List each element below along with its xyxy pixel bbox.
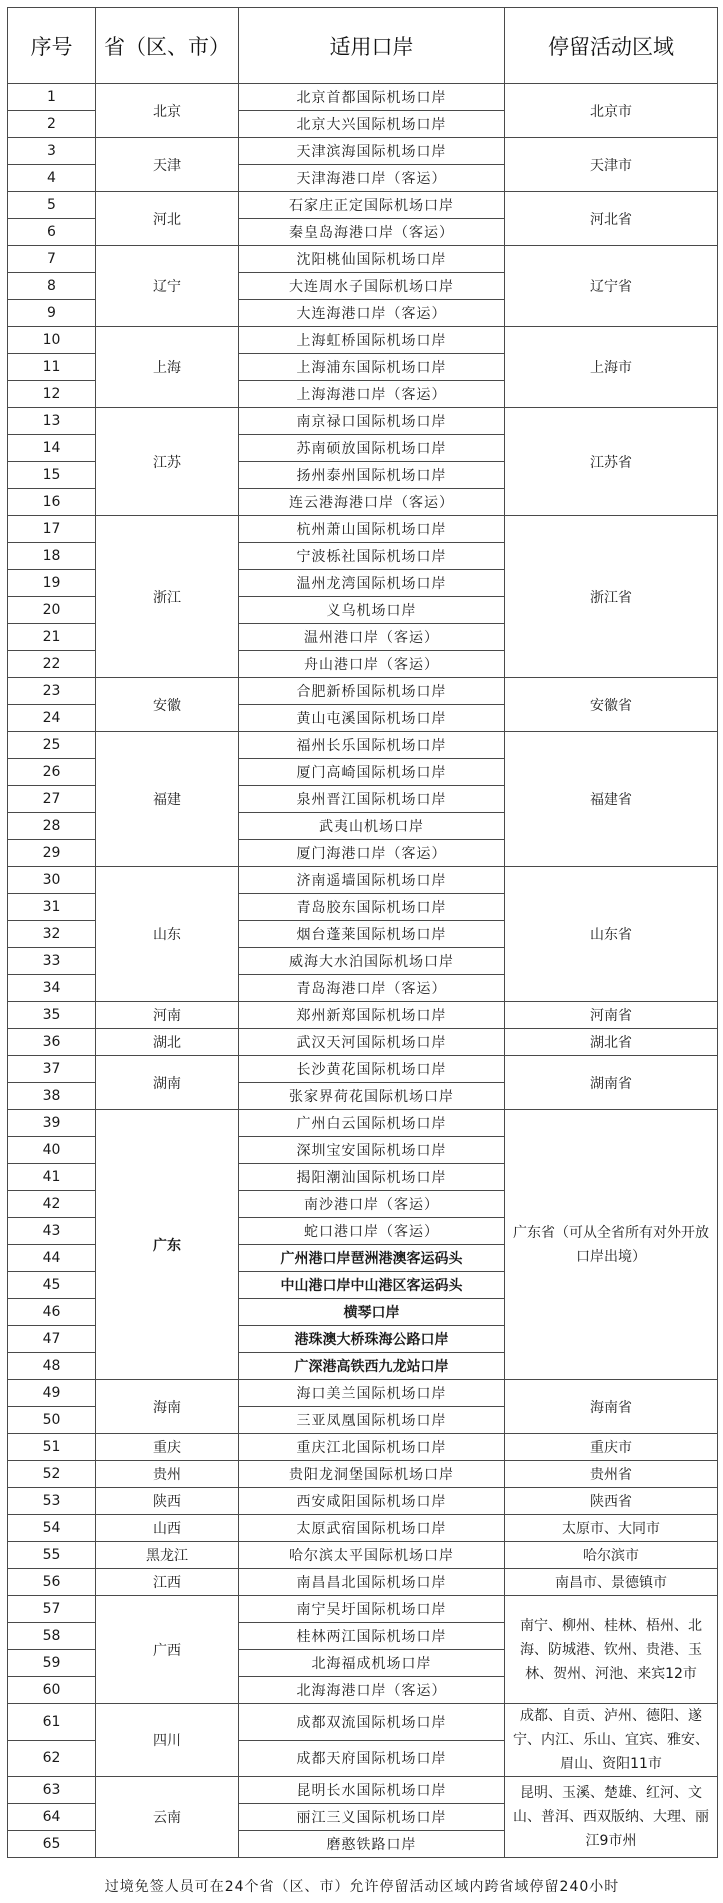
port-name-cell: 成都双流国际机场口岸	[239, 1704, 505, 1741]
stay-area-cell: 海南省	[505, 1380, 718, 1434]
port-name-cell: 中山港口岸中山港区客运码头	[239, 1272, 505, 1299]
table-row	[8, 867, 718, 894]
serial-no-cell: 24	[8, 705, 96, 732]
port-name-cell: 天津滨海国际机场口岸	[239, 138, 505, 165]
stay-area-cell: 南昌市、景德镇市	[505, 1569, 718, 1596]
province-cell: 河北	[96, 192, 239, 246]
port-name-cell: 南京禄口国际机场口岸	[239, 408, 505, 435]
province-cell: 陕西	[96, 1488, 239, 1515]
header-stay-area: 停留活动区域	[505, 8, 718, 84]
port-name-cell: 温州龙湾国际机场口岸	[239, 570, 505, 597]
table-row	[8, 1488, 718, 1515]
province-cell: 山西	[96, 1515, 239, 1542]
port-name-cell: 丽江三义国际机场口岸	[239, 1804, 505, 1831]
table-row	[8, 1777, 718, 1804]
port-name-cell: 上海海港口岸（客运）	[239, 381, 505, 408]
serial-no-cell: 17	[8, 516, 96, 543]
port-name-cell: 威海大水泊国际机场口岸	[239, 948, 505, 975]
port-name-cell: 蛇口港口岸（客运）	[239, 1218, 505, 1245]
serial-no-cell: 52	[8, 1461, 96, 1488]
port-name-cell: 温州港口岸（客运）	[239, 624, 505, 651]
port-name-cell: 西安咸阳国际机场口岸	[239, 1488, 505, 1515]
serial-no-cell: 46	[8, 1299, 96, 1326]
serial-no-cell: 25	[8, 732, 96, 759]
stay-area-cell: 浙江省	[505, 516, 718, 678]
stay-area-cell: 哈尔滨市	[505, 1542, 718, 1569]
serial-no-cell: 32	[8, 921, 96, 948]
serial-no-cell: 6	[8, 219, 96, 246]
port-name-cell: 舟山港口岸（客运）	[239, 651, 505, 678]
stay-area-cell: 昆明、玉溪、楚雄、红河、文山、普洱、西双版纳、大理、丽江9市州	[505, 1777, 718, 1858]
stay-area-cell: 贵州省	[505, 1461, 718, 1488]
province-cell: 上海	[96, 327, 239, 408]
province-cell: 广西	[96, 1596, 239, 1704]
province-cell: 江西	[96, 1569, 239, 1596]
serial-no-cell: 50	[8, 1407, 96, 1434]
port-name-cell: 大连海港口岸（客运）	[239, 300, 505, 327]
stay-area-cell: 成都、自贡、泸州、德阳、遂宁、内江、乐山、宜宾、雅安、眉山、资阳11市	[505, 1704, 718, 1777]
table-row	[8, 516, 718, 543]
serial-no-cell: 15	[8, 462, 96, 489]
port-name-cell: 扬州泰州国际机场口岸	[239, 462, 505, 489]
serial-no-cell: 41	[8, 1164, 96, 1191]
serial-no-cell: 10	[8, 327, 96, 354]
serial-no-cell: 59	[8, 1650, 96, 1677]
serial-no-cell: 63	[8, 1777, 96, 1804]
serial-no-cell: 29	[8, 840, 96, 867]
port-name-cell: 上海虹桥国际机场口岸	[239, 327, 505, 354]
province-cell: 河南	[96, 1002, 239, 1029]
stay-area-cell: 陕西省	[505, 1488, 718, 1515]
serial-no-cell: 42	[8, 1191, 96, 1218]
port-name-cell: 厦门高崎国际机场口岸	[239, 759, 505, 786]
port-name-cell: 南宁吴圩国际机场口岸	[239, 1596, 505, 1623]
table-row	[8, 192, 718, 219]
port-name-cell: 石家庄正定国际机场口岸	[239, 192, 505, 219]
stay-area-cell: 江苏省	[505, 408, 718, 516]
serial-no-cell: 65	[8, 1831, 96, 1858]
port-name-cell: 北京大兴国际机场口岸	[239, 111, 505, 138]
table-row	[8, 1029, 718, 1056]
serial-no-cell: 11	[8, 354, 96, 381]
serial-no-cell: 21	[8, 624, 96, 651]
serial-no-cell: 55	[8, 1542, 96, 1569]
port-name-cell: 烟台蓬莱国际机场口岸	[239, 921, 505, 948]
stay-area-cell: 山东省	[505, 867, 718, 1002]
port-name-cell: 杭州萧山国际机场口岸	[239, 516, 505, 543]
serial-no-cell: 18	[8, 543, 96, 570]
header-port: 适用口岸	[239, 8, 505, 84]
port-name-cell: 大连周水子国际机场口岸	[239, 273, 505, 300]
serial-no-cell: 39	[8, 1110, 96, 1137]
visa-free-ports-table	[7, 7, 718, 1858]
table-row	[8, 1704, 718, 1741]
serial-no-cell: 30	[8, 867, 96, 894]
serial-no-cell: 44	[8, 1245, 96, 1272]
port-name-cell: 沈阳桃仙国际机场口岸	[239, 246, 505, 273]
province-cell: 辽宁	[96, 246, 239, 327]
province-cell: 海南	[96, 1380, 239, 1434]
stay-area-cell: 重庆市	[505, 1434, 718, 1461]
port-name-cell: 黄山屯溪国际机场口岸	[239, 705, 505, 732]
port-name-cell: 郑州新郑国际机场口岸	[239, 1002, 505, 1029]
table-row	[8, 1596, 718, 1623]
province-cell: 云南	[96, 1777, 239, 1858]
serial-no-cell: 26	[8, 759, 96, 786]
port-name-cell: 秦皇岛海港口岸（客运）	[239, 219, 505, 246]
table-row	[8, 1110, 718, 1137]
stay-area-cell: 湖南省	[505, 1056, 718, 1110]
table-row	[8, 1434, 718, 1461]
serial-no-cell: 34	[8, 975, 96, 1002]
stay-area-cell: 天津市	[505, 138, 718, 192]
port-name-cell: 北京首都国际机场口岸	[239, 84, 505, 111]
port-name-cell: 北海福成机场口岸	[239, 1650, 505, 1677]
table-row	[8, 84, 718, 111]
stay-area-cell: 太原市、大同市	[505, 1515, 718, 1542]
stay-area-cell: 南宁、柳州、桂林、梧州、北海、防城港、钦州、贵港、玉林、贺州、河池、来宾12市	[505, 1596, 718, 1704]
serial-no-cell: 27	[8, 786, 96, 813]
serial-no-cell: 8	[8, 273, 96, 300]
province-cell: 湖南	[96, 1056, 239, 1110]
serial-no-cell: 19	[8, 570, 96, 597]
serial-no-cell: 22	[8, 651, 96, 678]
table-row	[8, 678, 718, 705]
port-name-cell: 横琴口岸	[239, 1299, 505, 1326]
province-cell: 安徽	[96, 678, 239, 732]
serial-no-cell: 9	[8, 300, 96, 327]
port-name-cell: 青岛海港口岸（客运）	[239, 975, 505, 1002]
port-name-cell: 广州白云国际机场口岸	[239, 1110, 505, 1137]
stay-area-cell: 安徽省	[505, 678, 718, 732]
serial-no-cell: 20	[8, 597, 96, 624]
port-name-cell: 泉州晋江国际机场口岸	[239, 786, 505, 813]
province-cell: 江苏	[96, 408, 239, 516]
province-cell: 福建	[96, 732, 239, 867]
stay-area-cell: 河北省	[505, 192, 718, 246]
table-row	[8, 1569, 718, 1596]
serial-no-cell: 48	[8, 1353, 96, 1380]
port-name-cell: 广州港口岸琶洲港澳客运码头	[239, 1245, 505, 1272]
port-name-cell: 深圳宝安国际机场口岸	[239, 1137, 505, 1164]
serial-no-cell: 49	[8, 1380, 96, 1407]
port-name-cell: 揭阳潮汕国际机场口岸	[239, 1164, 505, 1191]
port-name-cell: 义乌机场口岸	[239, 597, 505, 624]
port-name-cell: 武汉天河国际机场口岸	[239, 1029, 505, 1056]
footnote: 过境免签人员可在24个省（区、市）允许停留活动区域内跨省域停留240小时	[104, 1879, 620, 1895]
serial-no-cell: 51	[8, 1434, 96, 1461]
province-cell: 黑龙江	[96, 1542, 239, 1569]
port-name-cell: 重庆江北国际机场口岸	[239, 1434, 505, 1461]
port-name-cell: 连云港海港口岸（客运）	[239, 489, 505, 516]
serial-no-cell: 14	[8, 435, 96, 462]
port-name-cell: 三亚凤凰国际机场口岸	[239, 1407, 505, 1434]
port-name-cell: 青岛胶东国际机场口岸	[239, 894, 505, 921]
header-province: 省（区、市）	[96, 8, 239, 84]
province-cell: 重庆	[96, 1434, 239, 1461]
province-cell: 天津	[96, 138, 239, 192]
table-row	[8, 1542, 718, 1569]
province-cell: 浙江	[96, 516, 239, 678]
port-name-cell: 太原武宿国际机场口岸	[239, 1515, 505, 1542]
stay-area-cell: 福建省	[505, 732, 718, 867]
stay-area-cell: 河南省	[505, 1002, 718, 1029]
table-row	[8, 1515, 718, 1542]
port-name-cell: 桂林两江国际机场口岸	[239, 1623, 505, 1650]
serial-no-cell: 57	[8, 1596, 96, 1623]
serial-no-cell: 35	[8, 1002, 96, 1029]
province-cell: 广东	[96, 1110, 239, 1380]
table-row	[8, 1461, 718, 1488]
serial-no-cell: 37	[8, 1056, 96, 1083]
serial-no-cell: 61	[8, 1704, 96, 1741]
serial-no-cell: 28	[8, 813, 96, 840]
table-row	[8, 1056, 718, 1083]
table-body	[8, 84, 718, 1858]
port-name-cell: 磨憨铁路口岸	[239, 1831, 505, 1858]
serial-no-cell: 12	[8, 381, 96, 408]
port-name-cell: 上海浦东国际机场口岸	[239, 354, 505, 381]
serial-no-cell: 2	[8, 111, 96, 138]
table-row	[8, 1002, 718, 1029]
serial-no-cell: 3	[8, 138, 96, 165]
table-row	[8, 327, 718, 354]
port-name-cell: 哈尔滨太平国际机场口岸	[239, 1542, 505, 1569]
table-header-row	[8, 8, 718, 84]
province-cell: 贵州	[96, 1461, 239, 1488]
serial-no-cell: 40	[8, 1137, 96, 1164]
serial-no-cell: 36	[8, 1029, 96, 1056]
serial-no-cell: 62	[8, 1740, 96, 1777]
port-name-cell: 北海海港口岸（客运）	[239, 1677, 505, 1704]
port-name-cell: 南沙港口岸（客运）	[239, 1191, 505, 1218]
port-name-cell: 海口美兰国际机场口岸	[239, 1380, 505, 1407]
province-cell: 山东	[96, 867, 239, 1002]
serial-no-cell: 64	[8, 1804, 96, 1831]
serial-no-cell: 16	[8, 489, 96, 516]
serial-no-cell: 5	[8, 192, 96, 219]
serial-no-cell: 1	[8, 84, 96, 111]
serial-no-cell: 33	[8, 948, 96, 975]
serial-no-cell: 7	[8, 246, 96, 273]
stay-area-cell: 湖北省	[505, 1029, 718, 1056]
port-name-cell: 苏南硕放国际机场口岸	[239, 435, 505, 462]
serial-no-cell: 23	[8, 678, 96, 705]
province-cell: 四川	[96, 1704, 239, 1777]
province-cell: 湖北	[96, 1029, 239, 1056]
stay-area-cell: 北京市	[505, 84, 718, 138]
port-name-cell: 贵阳龙洞堡国际机场口岸	[239, 1461, 505, 1488]
serial-no-cell: 47	[8, 1326, 96, 1353]
stay-area-cell: 上海市	[505, 327, 718, 408]
serial-no-cell: 31	[8, 894, 96, 921]
serial-no-cell: 60	[8, 1677, 96, 1704]
header-serial-no: 序号	[8, 8, 96, 84]
port-name-cell: 合肥新桥国际机场口岸	[239, 678, 505, 705]
port-name-cell: 长沙黄花国际机场口岸	[239, 1056, 505, 1083]
port-name-cell: 厦门海港口岸（客运）	[239, 840, 505, 867]
port-name-cell: 成都天府国际机场口岸	[239, 1740, 505, 1777]
table-row	[8, 138, 718, 165]
stay-area-cell: 辽宁省	[505, 246, 718, 327]
port-name-cell: 福州长乐国际机场口岸	[239, 732, 505, 759]
province-cell: 北京	[96, 84, 239, 138]
port-name-cell: 昆明长水国际机场口岸	[239, 1777, 505, 1804]
table-row	[8, 1380, 718, 1407]
port-name-cell: 南昌昌北国际机场口岸	[239, 1569, 505, 1596]
port-name-cell: 武夷山机场口岸	[239, 813, 505, 840]
serial-no-cell: 45	[8, 1272, 96, 1299]
serial-no-cell: 38	[8, 1083, 96, 1110]
table-row	[8, 408, 718, 435]
port-name-cell: 张家界荷花国际机场口岸	[239, 1083, 505, 1110]
serial-no-cell: 56	[8, 1569, 96, 1596]
port-name-cell: 天津海港口岸（客运）	[239, 165, 505, 192]
port-name-cell: 港珠澳大桥珠海公路口岸	[239, 1326, 505, 1353]
serial-no-cell: 58	[8, 1623, 96, 1650]
table-row	[8, 732, 718, 759]
serial-no-cell: 13	[8, 408, 96, 435]
serial-no-cell: 53	[8, 1488, 96, 1515]
table-row	[8, 246, 718, 273]
port-name-cell: 济南遥墙国际机场口岸	[239, 867, 505, 894]
serial-no-cell: 4	[8, 165, 96, 192]
port-name-cell: 广深港高铁西九龙站口岸	[239, 1353, 505, 1380]
stay-area-cell: 广东省（可从全省所有对外开放口岸出境）	[505, 1110, 718, 1380]
serial-no-cell: 43	[8, 1218, 96, 1245]
serial-no-cell: 54	[8, 1515, 96, 1542]
port-name-cell: 宁波栎社国际机场口岸	[239, 543, 505, 570]
